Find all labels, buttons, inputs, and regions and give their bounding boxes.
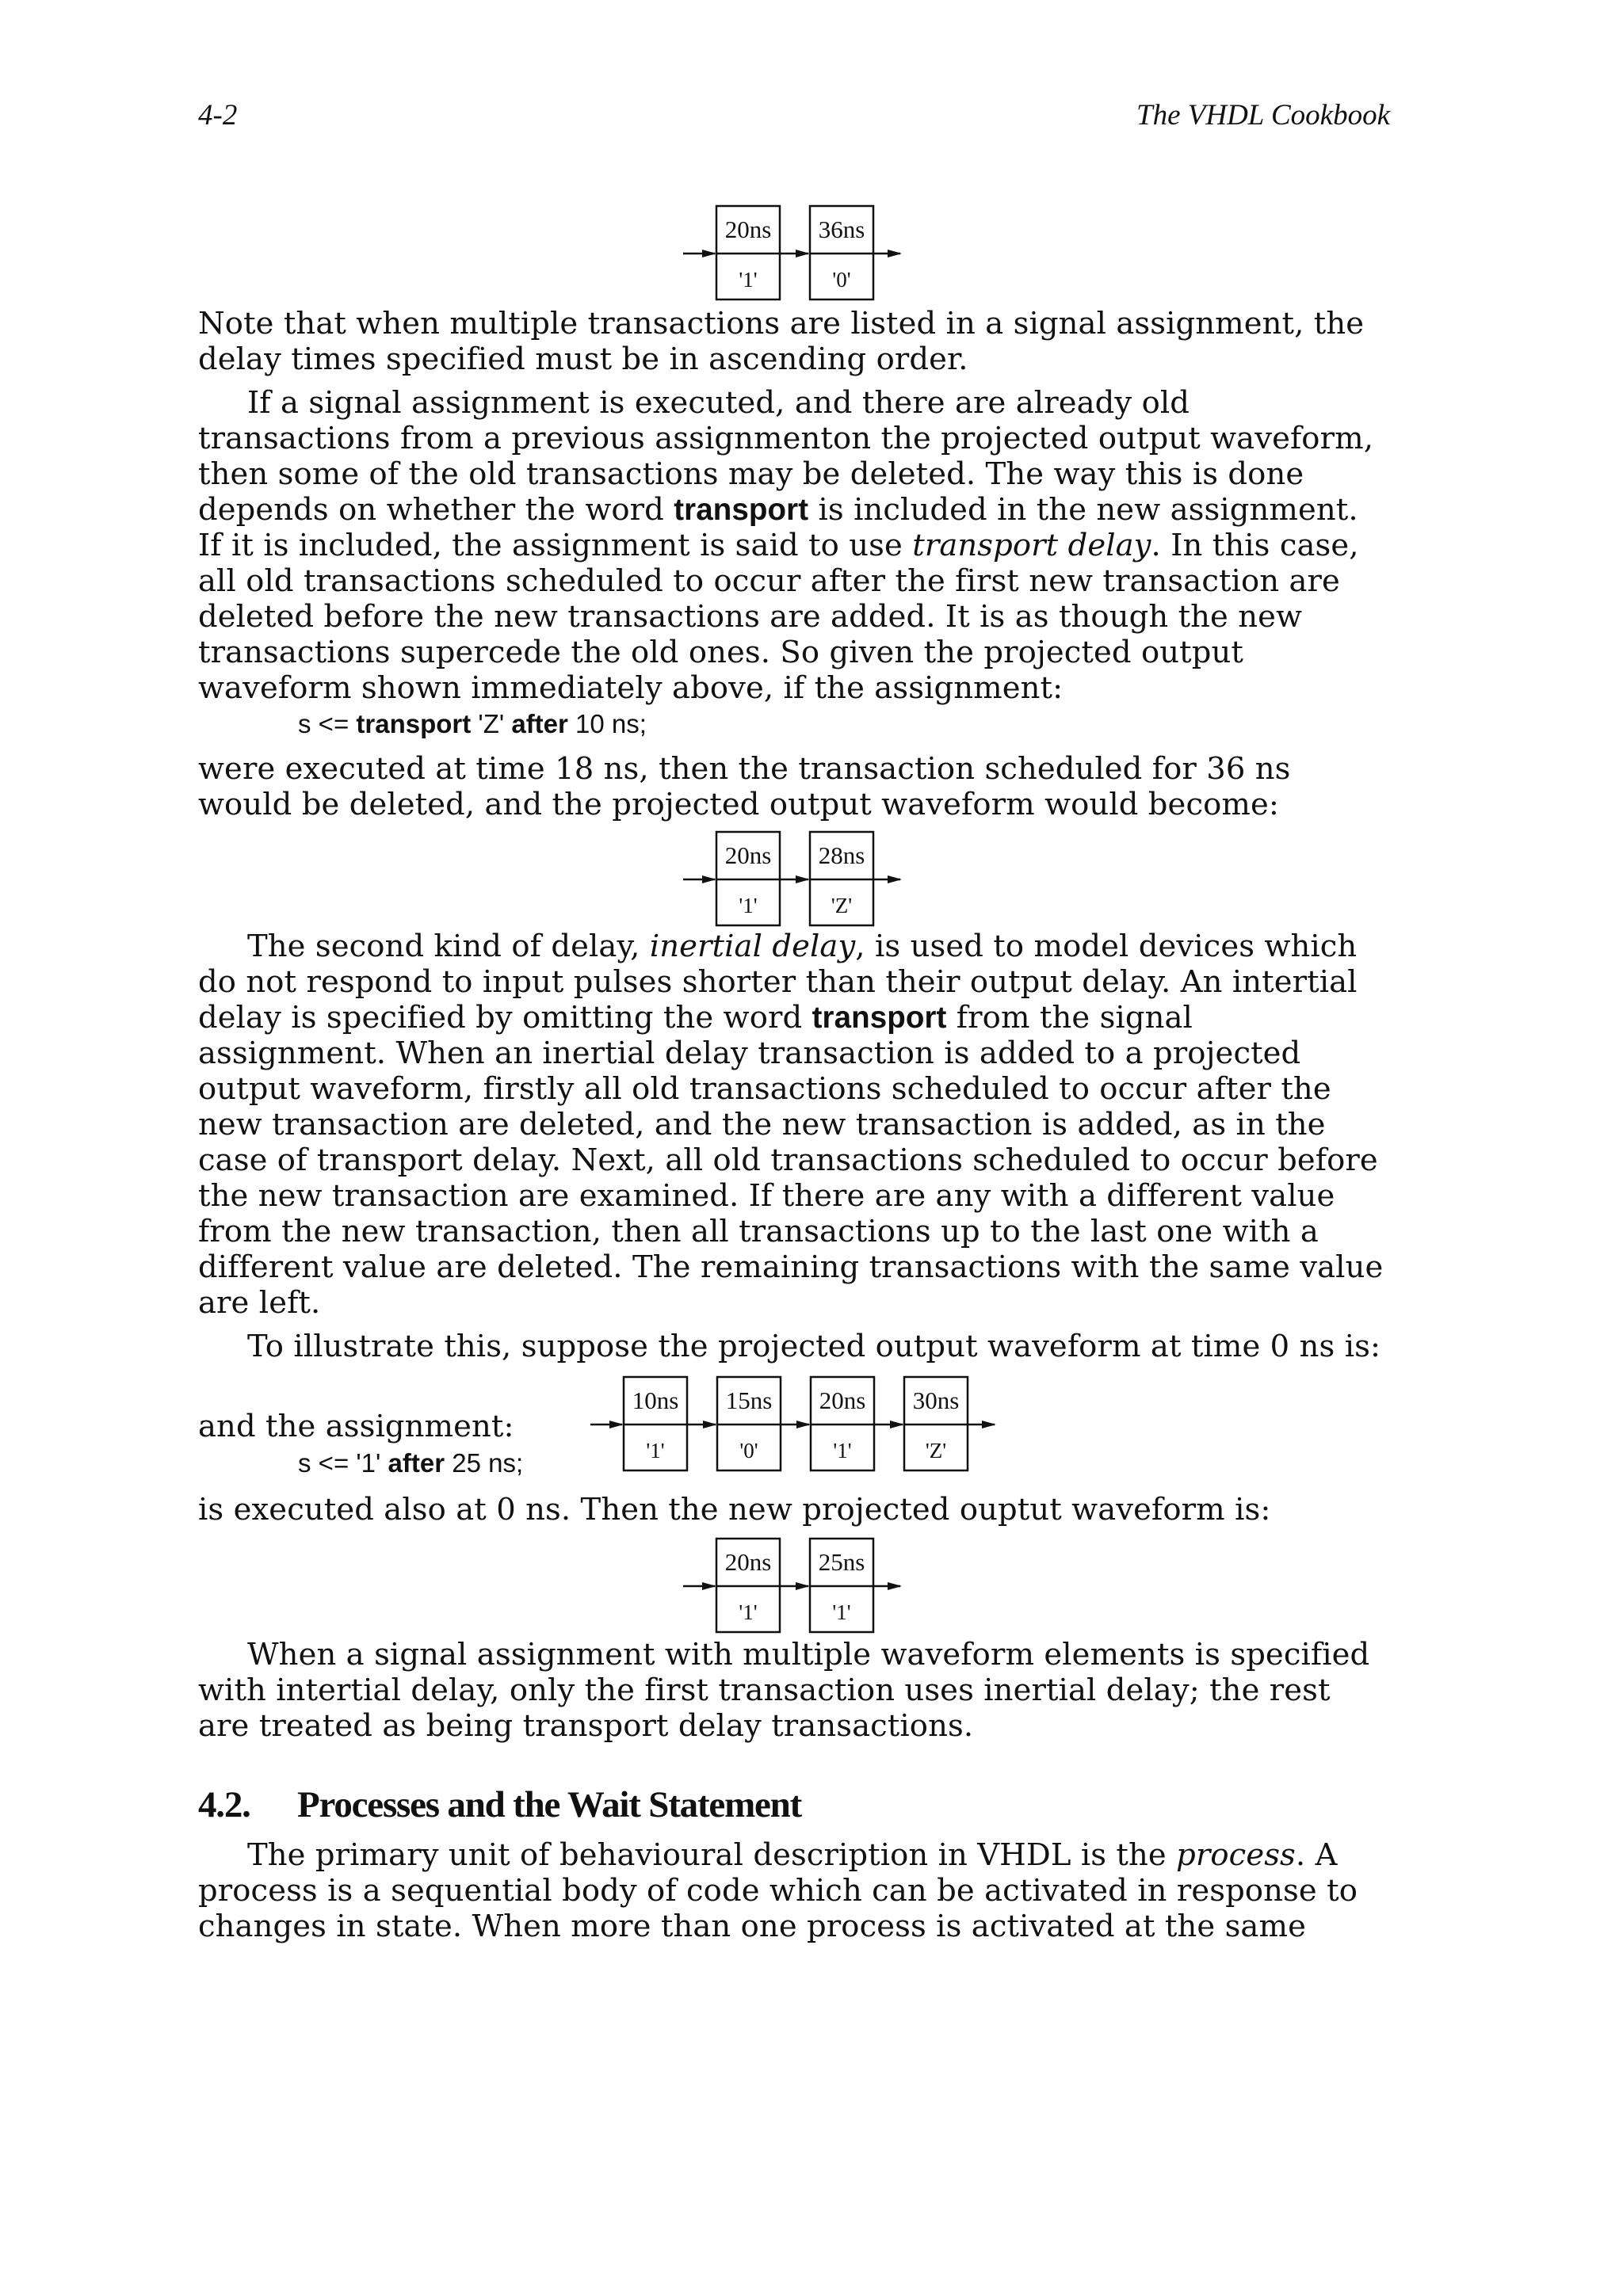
transaction-box	[810, 1539, 873, 1632]
transaction-time: 25ns	[818, 1548, 865, 1576]
paragraph-new-waveform: is executed also at 0 ns. Then the new projected ouptut waveform is:	[198, 1492, 1271, 1527]
transaction-value: '1'	[739, 894, 758, 917]
transaction-value: '1'	[739, 268, 758, 292]
waveform-svg	[198, 204, 918, 303]
transaction-box	[810, 206, 873, 299]
paragraph-executed-at-18ns: were executed at time 18 ns, then the transaction scheduled for 36 ns would be deleted, and the projected output waveform would become:	[198, 751, 1291, 822]
term-inertial-delay: inertial delay	[649, 929, 856, 964]
paragraph-process: The primary unit of behavioural description in VHDL is the process. A process is a sequential body of code which can be activated in response to changes in state. When more than one process is activated at the same	[198, 1837, 1358, 1944]
transaction-time: 10ns	[632, 1386, 679, 1414]
term-transport-delay: transport delay	[912, 528, 1151, 563]
page-number: 4-2	[198, 99, 238, 132]
waveform-diagram-2	[198, 830, 1387, 929]
transaction-time: 20ns	[819, 1386, 866, 1414]
paragraph-transport-delay: If a signal assignment is executed, and there are already old transactions from a previous assignmenton the projected output waveform, then some of the old transactions may be deleted. The way this is done depends on whether the word transport is included in the new assignment. If it is included, the assignment is said to use transport delay. In this case, all old transactions scheduled to occur after the first new transaction are deleted before the new transactions are added. It is as though the new transactions supercede the old ones. So given the projected output waveform shown immediately above, if the assignment:	[198, 385, 1374, 706]
transaction-value: '0'	[832, 268, 851, 292]
paragraph-illustrate: To illustrate this, suppose the projected output waveform at time 0 ns is:	[247, 1329, 1381, 1364]
transaction-time: 15ns	[725, 1386, 773, 1414]
page-body	[198, 0, 1387, 1944]
paragraph-inertial-delay: The second kind of delay, inertial delay, is used to model devices which do not respond to input pulses shorter than their output delay. An intertial delay is specified by omitting the word transport from the signal assignment. When an inertial delay transaction is added to a projected output waveform, firstly all old transactions scheduled to occur after the new transaction are deleted, and the new transaction is added, as in the case of transport delay. Next, all old transactions scheduled to occur before the new transaction are examined. If there are any with a different value from the new transaction, then all transactions up to the last one with a different value are deleted. The remaining transactions with the same value are left.	[198, 929, 1384, 1321]
arrow-link	[780, 250, 810, 257]
code-after-assignment: s <= '1' after 25 ns;	[298, 1448, 524, 1478]
section-number: 4.2.	[198, 1784, 250, 1825]
waveform-svg	[198, 1537, 918, 1635]
waveform-svg	[198, 830, 918, 929]
transaction-time: 30ns	[912, 1386, 960, 1414]
paragraph-ascending-order: Note that when multiple transactions are listed in a signal assignment, the delay times specified must be in ascending order.	[198, 306, 1365, 377]
transaction-time: 20ns	[724, 215, 772, 243]
arrow-out	[873, 875, 902, 883]
arrow-link	[780, 1582, 810, 1590]
running-header: The VHDL Cookbook	[1136, 99, 1390, 132]
transaction-value: '1'	[832, 1600, 851, 1624]
transaction-value: 'Z'	[831, 894, 853, 917]
transaction-box	[716, 206, 780, 299]
arrow-in	[683, 875, 716, 883]
code-transport-assignment: s <= transport 'Z' after 10 ns;	[298, 709, 647, 738]
arrow-link	[780, 875, 810, 883]
transaction-box	[716, 832, 780, 925]
transaction-value: '1'	[833, 1439, 852, 1463]
keyword-transport: transport	[674, 493, 809, 527]
waveform-diagram-1	[198, 204, 1387, 303]
transaction-box	[716, 1539, 780, 1632]
transaction-time: 20ns	[724, 1548, 772, 1576]
arrow-in	[683, 250, 716, 257]
waveform-diagram-4	[198, 1537, 1387, 1635]
paragraph-and-the-assignment: and the assignment:	[198, 1409, 514, 1444]
transaction-value: '1'	[646, 1439, 665, 1463]
arrow-in	[683, 1582, 716, 1590]
section-heading	[198, 1783, 1387, 1826]
transaction-time: 28ns	[818, 841, 865, 869]
transaction-value: '1'	[739, 1600, 758, 1624]
transaction-value: 'Z'	[925, 1439, 947, 1463]
arrow-out	[873, 250, 902, 257]
transaction-time: 36ns	[818, 215, 865, 243]
section-title: Processes and the Wait Statement	[297, 1784, 802, 1825]
paragraph-multiple-elements: When a signal assignment with multiple waveform elements is specified with intertial delay, only the first transaction uses inertial delay; the rest are treated as being transport delay transactions.	[198, 1637, 1370, 1744]
transaction-box	[810, 832, 873, 925]
term-process: process	[1176, 1837, 1296, 1873]
transaction-value: '0'	[739, 1439, 758, 1463]
arrow-out	[873, 1582, 902, 1590]
transaction-time: 20ns	[724, 841, 772, 869]
keyword-transport: transport	[812, 1001, 947, 1035]
